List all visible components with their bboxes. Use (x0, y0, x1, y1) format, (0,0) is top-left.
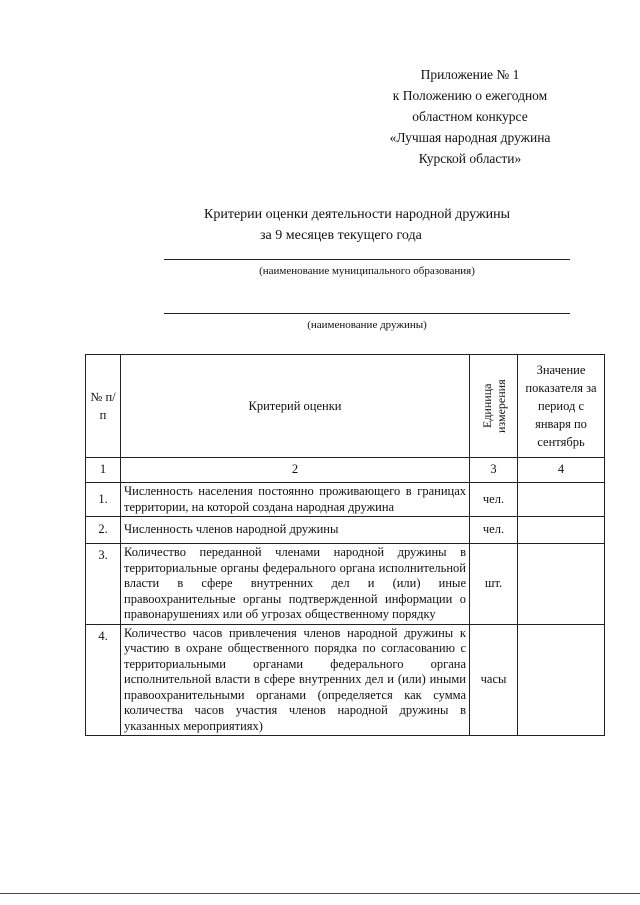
squad-caption: (наименование дружины) (307, 319, 427, 331)
header-unit (470, 355, 518, 458)
row-criterion: Численность членов народной дружины (121, 517, 470, 544)
title-line-1: Критерии оценки деятельности народной дружины (204, 207, 511, 222)
header-criterion: Критерий оценки (121, 355, 470, 458)
appendix-line: Курской области» (418, 151, 522, 166)
row-unit: чел. (470, 517, 518, 544)
row-criterion: Численность населения постоянно проживающего в границах территории, на которой создана народная дружина (121, 483, 470, 517)
document-title (180, 204, 560, 246)
column-number: 3 (470, 458, 518, 483)
table-row (86, 624, 605, 736)
row-value (518, 517, 605, 544)
page-bottom-rule (0, 893, 640, 894)
row-value (518, 624, 605, 736)
row-number: 4. (86, 624, 121, 736)
row-value (518, 544, 605, 625)
table-row (86, 544, 605, 625)
appendix-line: областном конкурсе (412, 109, 528, 124)
row-number: 2. (86, 517, 121, 544)
appendix-line: Приложение № 1 (420, 67, 520, 82)
row-criterion: Количество переданной членами народной дружины в территориальные органы федерального органа исполнительной власти в сфере внутренних дел и (или) иные правоохранительные органы подтвержденной информации о правонарушениях или об угрозах общественному порядку (121, 544, 470, 625)
column-number: 1 (86, 458, 121, 483)
appendix-heading (360, 64, 580, 169)
header-num: № п/п (86, 355, 121, 458)
row-unit: чел. (470, 483, 518, 517)
row-number: 3. (86, 544, 121, 625)
table-row (86, 517, 605, 544)
title-line-2: за 9 месяцев текущего года (260, 228, 422, 243)
header-value: Значение показателя за период с января по сентябрь (518, 355, 605, 458)
column-number: 4 (518, 458, 605, 483)
criteria-table (85, 354, 605, 736)
row-unit: часы (470, 624, 518, 736)
municipality-caption: (наименование муниципального образования) (259, 265, 475, 277)
table-row (86, 483, 605, 517)
row-value (518, 483, 605, 517)
appendix-line: «Лучшая народная дружина (389, 130, 551, 145)
column-number-row (86, 458, 605, 483)
header-unit-label: Единица измерения (479, 379, 508, 433)
row-criterion: Количество часов привлечения членов народной дружины к участию в охране общественного порядка по согласованию с территориальными органами федерального органа исполнительной власти в сфере внутренних дел и (или) иными правоохранительными органами (определяется как сумма количества часов участия членов народной дружины в указанных мероприятиях) (121, 624, 470, 736)
municipality-fill-line (164, 259, 570, 260)
column-number: 2 (121, 458, 470, 483)
row-unit: шт. (470, 544, 518, 625)
squad-fill-line (164, 313, 570, 314)
row-number: 1. (86, 483, 121, 517)
appendix-line: к Положению о ежегодном (392, 88, 548, 103)
table-header-row (86, 355, 605, 458)
